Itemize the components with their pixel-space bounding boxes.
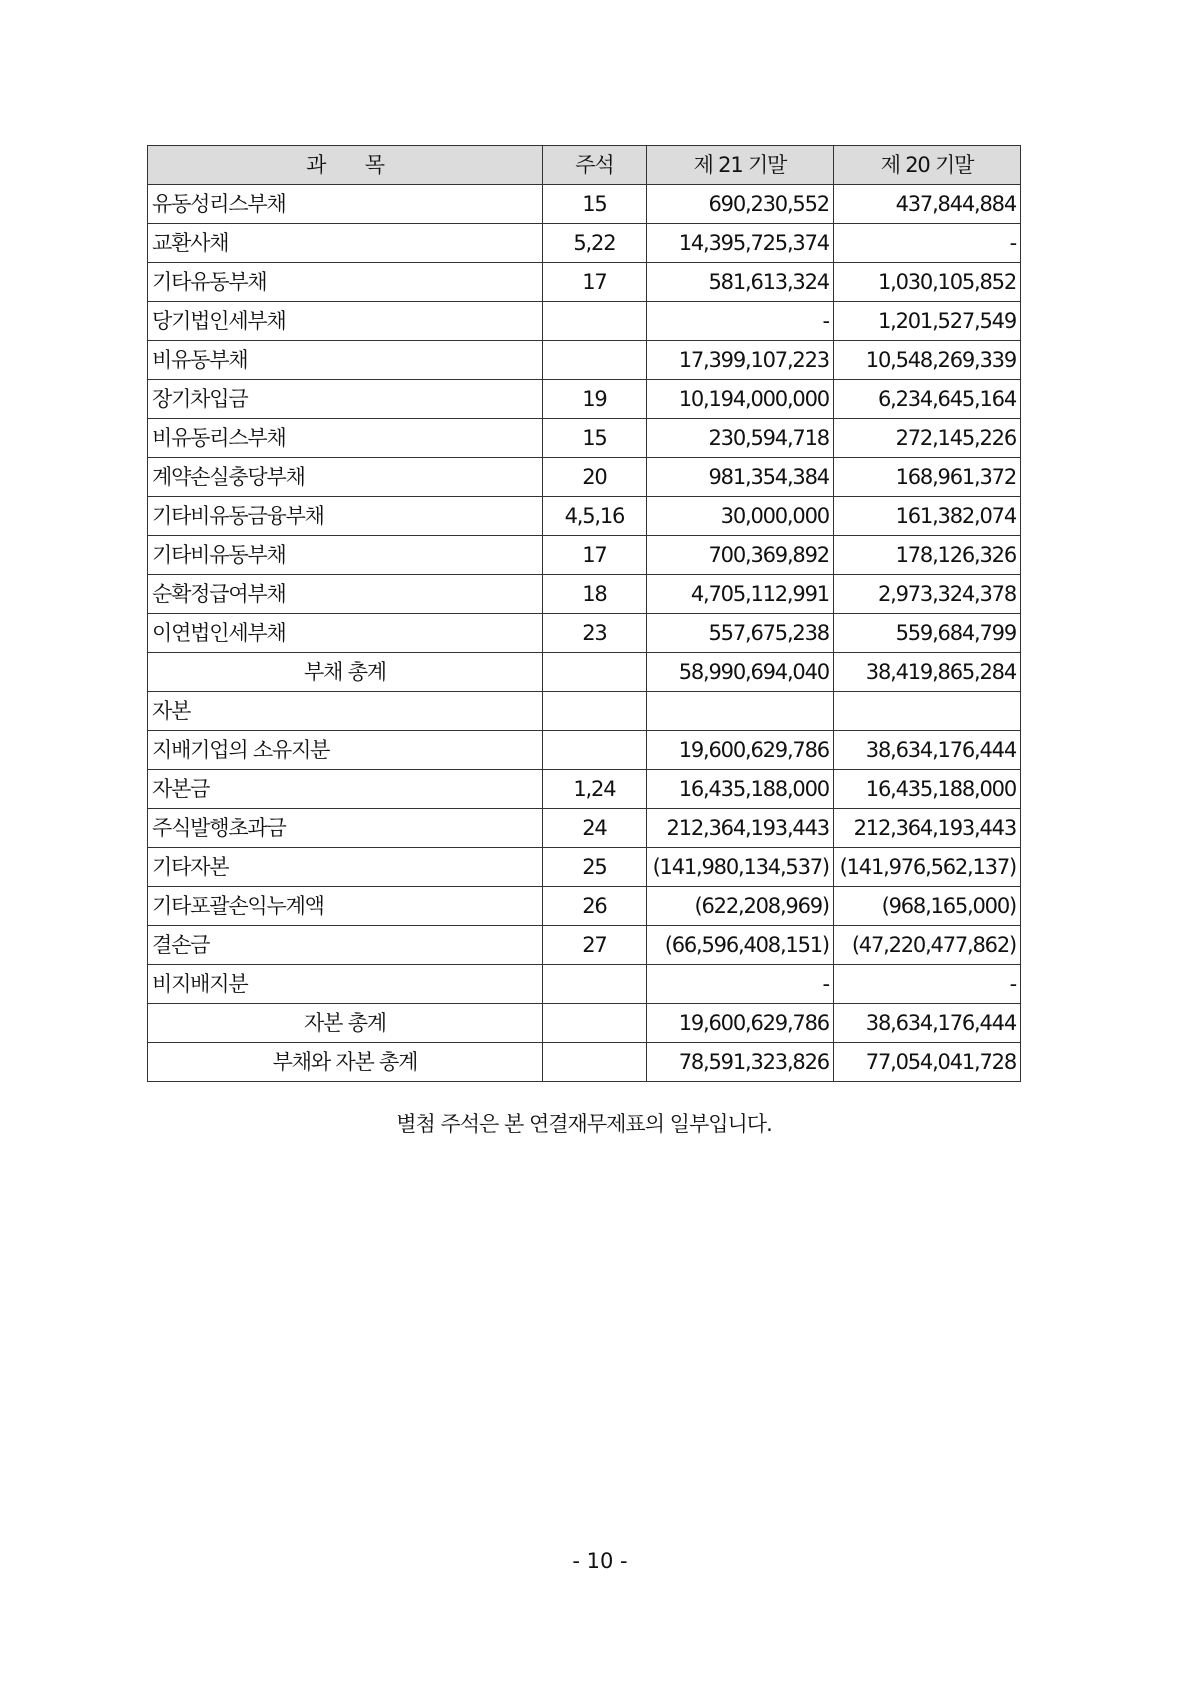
row-current-value: 230,594,718: [646, 419, 833, 458]
row-label: 비유동리스부채: [148, 419, 543, 458]
financial-statement-sheet: [147, 145, 1021, 1082]
row-note: [542, 965, 646, 1004]
row-current-value: 557,675,238: [646, 614, 833, 653]
row-label: 기타자본: [148, 848, 543, 887]
row-note: 27: [542, 926, 646, 965]
row-previous-value: 212,364,193,443: [833, 809, 1020, 848]
footnote: 별첨 주석은 본 연결재무제표의 일부입니다.: [396, 1112, 772, 1136]
row-current-value: 14,395,725,374: [646, 224, 833, 263]
row-label: 부채와 자본 총계: [148, 1043, 543, 1082]
row-current-value: 58,990,694,040: [646, 653, 833, 692]
row-label: 자본: [148, 692, 543, 731]
row-note: [542, 1043, 646, 1082]
row-note: [542, 341, 646, 380]
row-label: 유동성리스부채: [148, 185, 543, 224]
row-current-value: 690,230,552: [646, 185, 833, 224]
row-note: [542, 1004, 646, 1043]
row-current-value: 19,600,629,786: [646, 731, 833, 770]
row-current-value: 581,613,324: [646, 263, 833, 302]
row-label: 장기차입금: [148, 380, 543, 419]
row-previous-value: 1,201,527,549: [833, 302, 1020, 341]
row-current-value: 10,194,000,000: [646, 380, 833, 419]
table-row: [148, 380, 1021, 419]
row-previous-value: 38,634,176,444: [833, 731, 1020, 770]
table-row: [148, 575, 1021, 614]
row-current-value: 981,354,384: [646, 458, 833, 497]
table-row: [148, 692, 1021, 731]
row-current-value: 4,705,112,991: [646, 575, 833, 614]
row-label: 순확정급여부채: [148, 575, 543, 614]
row-current-value: (66,596,408,151): [646, 926, 833, 965]
row-note: 1,24: [542, 770, 646, 809]
row-previous-value: 38,634,176,444: [833, 1004, 1020, 1043]
row-note: 23: [542, 614, 646, 653]
balance-sheet-table: [147, 145, 1021, 1082]
table-body: [148, 185, 1021, 1082]
row-previous-value: -: [833, 224, 1020, 263]
row-label: 기타유동부채: [148, 263, 543, 302]
row-label: 주식발행초과금: [148, 809, 543, 848]
row-previous-value: 10,548,269,339: [833, 341, 1020, 380]
table-row: [148, 536, 1021, 575]
row-previous-value: 168,961,372: [833, 458, 1020, 497]
page-number: - 10 -: [572, 1549, 628, 1573]
row-current-value: (622,208,969): [646, 887, 833, 926]
row-note: 17: [542, 536, 646, 575]
row-previous-value: -: [833, 965, 1020, 1004]
row-label: 기타비유동부채: [148, 536, 543, 575]
row-note: 24: [542, 809, 646, 848]
row-previous-value: (141,976,562,137): [833, 848, 1020, 887]
table-row: [148, 341, 1021, 380]
row-previous-value: 77,054,041,728: [833, 1043, 1020, 1082]
header-note: 주석: [542, 146, 646, 185]
row-current-value: (141,980,134,537): [646, 848, 833, 887]
row-label: 비유동부채: [148, 341, 543, 380]
row-current-value: -: [646, 302, 833, 341]
table-row: [148, 731, 1021, 770]
row-previous-value: 38,419,865,284: [833, 653, 1020, 692]
table-row: [148, 1004, 1021, 1043]
row-previous-value: 272,145,226: [833, 419, 1020, 458]
table-row: [148, 848, 1021, 887]
table-row: [148, 419, 1021, 458]
table-row: [148, 224, 1021, 263]
row-note: 4,5,16: [542, 497, 646, 536]
row-label: 자본 총계: [148, 1004, 543, 1043]
row-previous-value: 16,435,188,000: [833, 770, 1020, 809]
row-current-value: 700,369,892: [646, 536, 833, 575]
row-label: 이연법인세부채: [148, 614, 543, 653]
row-note: 15: [542, 185, 646, 224]
table-row: [148, 809, 1021, 848]
row-previous-value: [833, 692, 1020, 731]
table-row: [148, 653, 1021, 692]
row-label: 지배기업의 소유지분: [148, 731, 543, 770]
table-header-row: [148, 146, 1021, 185]
row-current-value: [646, 692, 833, 731]
row-note: 15: [542, 419, 646, 458]
row-label: 교환사채: [148, 224, 543, 263]
table-row: [148, 302, 1021, 341]
table-row: [148, 185, 1021, 224]
row-label: 기타포괄손익누계액: [148, 887, 543, 926]
row-current-value: 17,399,107,223: [646, 341, 833, 380]
row-current-value: -: [646, 965, 833, 1004]
row-note: 19: [542, 380, 646, 419]
header-item: 과 목: [148, 146, 543, 185]
row-note: 18: [542, 575, 646, 614]
row-previous-value: 161,382,074: [833, 497, 1020, 536]
row-previous-value: 6,234,645,164: [833, 380, 1020, 419]
row-previous-value: (47,220,477,862): [833, 926, 1020, 965]
table-row: [148, 497, 1021, 536]
row-label: 당기법인세부채: [148, 302, 543, 341]
row-note: 17: [542, 263, 646, 302]
header-previous-period: 제 20 기말: [833, 146, 1020, 185]
row-note: 5,22: [542, 224, 646, 263]
table-row: [148, 263, 1021, 302]
row-note: [542, 731, 646, 770]
header-current-period: 제 21 기말: [646, 146, 833, 185]
table-row: [148, 770, 1021, 809]
row-note: 20: [542, 458, 646, 497]
row-previous-value: 178,126,326: [833, 536, 1020, 575]
table-row: [148, 1043, 1021, 1082]
row-note: [542, 302, 646, 341]
row-current-value: 212,364,193,443: [646, 809, 833, 848]
row-current-value: 78,591,323,826: [646, 1043, 833, 1082]
table-row: [148, 458, 1021, 497]
row-current-value: 30,000,000: [646, 497, 833, 536]
table-row: [148, 614, 1021, 653]
row-note: [542, 692, 646, 731]
row-note: 26: [542, 887, 646, 926]
table-row: [148, 887, 1021, 926]
row-label: 결손금: [148, 926, 543, 965]
row-label: 부채 총계: [148, 653, 543, 692]
row-previous-value: (968,165,000): [833, 887, 1020, 926]
table-row: [148, 926, 1021, 965]
row-previous-value: 559,684,799: [833, 614, 1020, 653]
row-current-value: 16,435,188,000: [646, 770, 833, 809]
row-label: 자본금: [148, 770, 543, 809]
table-row: [148, 965, 1021, 1004]
row-current-value: 19,600,629,786: [646, 1004, 833, 1043]
row-previous-value: 1,030,105,852: [833, 263, 1020, 302]
row-label: 비지배지분: [148, 965, 543, 1004]
row-previous-value: 437,844,884: [833, 185, 1020, 224]
row-label: 기타비유동금융부채: [148, 497, 543, 536]
row-note: [542, 653, 646, 692]
row-note: 25: [542, 848, 646, 887]
row-previous-value: 2,973,324,378: [833, 575, 1020, 614]
row-label: 계약손실충당부채: [148, 458, 543, 497]
